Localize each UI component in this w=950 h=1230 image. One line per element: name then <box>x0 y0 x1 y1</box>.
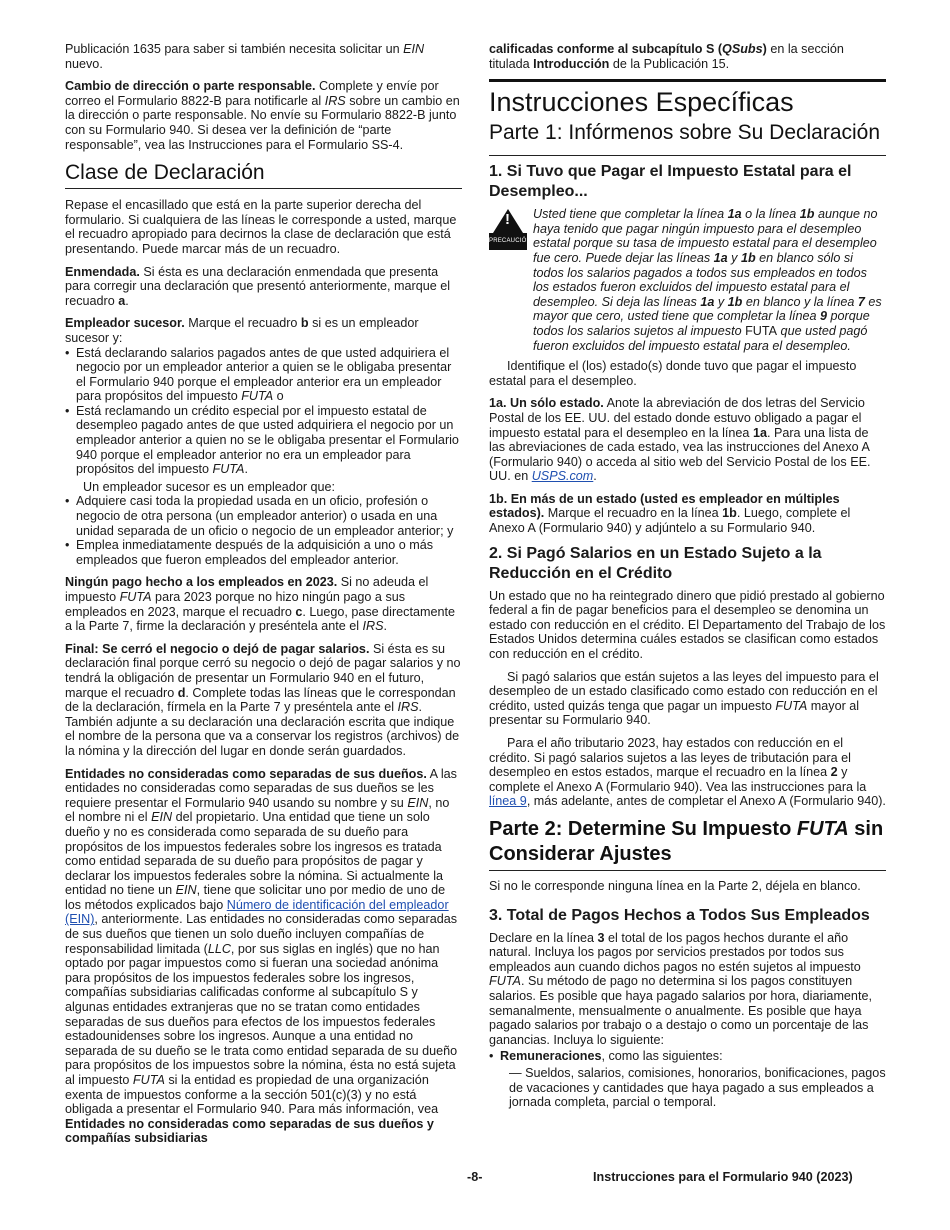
s1-heading: 1. Si Tuvo que Pagar el Impuesto Estatal para el Desempleo... <box>489 155 886 202</box>
paragraph-entidades: Entidades no consideradas como separadas de sus dueños. A las entidades no consideradas como separadas de sus dueños se les requiere presentar el Formulario 940 usando su nombre y su EIN, no el nombre ni el EIN del propietario. Una entidad que tiene un solo dueño y no es considerada como separada de su dueño para propósitos de los impuestos federales sobre los ingresos es tratada como entidad separada de su dueño para propósitos de pagar y declarar los impuestos federales sobre la nómina. Si actualmente la entidad no tiene un EIN, tiene que solicitar uno por medio de uno de los métodos explicados bajo Número de identificación del empleador (EIN), anteriormente. Las entidades no consideradas como separadas de sus dueños que tienen un solo dueño incluyen compañías de responsabilidad limitada (LLC, por sus siglas en inglés) que no han optado por pagar impuestos como si fueran una sociedad anónima para propósitos de los impuestos federales sobre los ingresos, compañías subsidiarias calificadas conforme al subcapítulo S y algunas entidades extranjeras que no se tratan como entidades separadas de sus dueños para efectos de los impuestos federales estadounidenses sobre los ingresos. Aunque a una entidad no separada de su dueño se le trata como entidad separada de su dueño para propósitos de los impuestos sobre la nómina, ésta no está sujeta al impuesto FUTA si la entidad es propiedad de una organización exenta de impuestos conforme a la sección 501(c)(3) y no está obligada a presentar el Formulario 940. Para más información, vea Entidades no consideradas como separadas de sus dueños y compañías subsidiarias <box>65 766 458 1146</box>
list-item: — Sueldos, salarios, comisiones, honorarios, bonificaciones, pagos de vacaciones y cantidades que haya pagado a sus empleados a jornada completa, parcial o temporal. <box>509 1065 886 1110</box>
parte1-heading: Parte 1: Infórmenos sobre Su Declaración <box>489 121 881 145</box>
paragraph-enmendada: Enmendada. Si ésta es una declaración enmendada que presenta para corregir una declaración que presentó anteriormente, marque el recuadro a. <box>65 264 451 308</box>
list-item: • Emplea inmediatamente después de la adquisición a uno o más empleados que fueron empleados del empleador anterior. <box>65 538 434 567</box>
usps-link[interactable]: USPS.com <box>531 469 594 484</box>
paragraph-final: Final: Se cerró el negocio o dejó de pagar salarios. Si ésta es su declaración final porque cerró su negocio o dejó de pagar salarios y no tendrá la obligación de presentar un Formulario 940 en el futuro, marque el recuadro d. Complete todas las líneas que le correspondan de la declaración, fírmela en la Parte 7 y preséntela ante el IRS. También adjunte a su declaración una declaración escrita que indique el nombre de la persona que va a conservar los registros (archivos) de la nómina y la dirección del lugar en donde serán guardados. <box>65 641 461 758</box>
clase-heading: Clase de Declaración <box>65 161 265 185</box>
paragraph-1b: 1b. En más de un estado (usted es empleador en múltiples estados). Marque el recuadro en la línea 1b. Luego, complete el Anexo A (Formulario 940) y adjúntelo a su Formulario 940. <box>489 491 851 536</box>
parte2-heading: Parte 2: Determine Su Impuesto FUTA sin Considerar Ajustes <box>489 817 884 865</box>
footer-title: Instrucciones para el Formulario 940 (2023) <box>593 1170 853 1184</box>
list-item: • Remuneraciones, como las siguientes: <box>489 1049 723 1064</box>
paragraph-cambio: Cambio de dirección o parte responsable. Complete y envíe por correo el Formulario 8822-B para notificarle al IRS sobre un cambio en la dirección o parte responsable. No envíe su Formulario 8822-B junto con su Formulario 940. Si desea ver la definición de “parte responsable”, vea las Instrucciones para el Formulario SS-4. <box>65 79 460 152</box>
ein-link[interactable]: Número de identificación del empleador (EIN) <box>65 897 449 927</box>
section-rule <box>489 79 886 86</box>
linea9-link[interactable]: línea 9 <box>489 794 527 809</box>
paragraph-s2-3: Para el año tributario 2023, hay estados con reducción en el crédito. Si pagó salarios sujetos a las leyes de tributación para el desempleo en estos estados, marque el recuadro en la línea 2 y complete el Anexo A (Formulario 940). Vea las instrucciones para la línea 9, más adelante, antes de completar el Anexo A (Formulario 940). <box>489 736 886 809</box>
list-item: • Está reclamando un crédito especial por el impuesto estatal de desempleo pagado antes de que usted adquiriera el negocio por un empleador anterior a quien no se le obligaba presentar el Formulario 940 porque el empleador anterior no era un empleador para propósitos del impuesto FUTA. <box>65 403 459 477</box>
list-item: • Está declarando salarios pagados antes de que usted adquiriera el negocio por un empleador anterior a quien se le obligaba presentar el Formulario 940 porque el empleador anterior era un empleador para propósitos del impuesto FUTA o <box>65 345 452 404</box>
paragraph-parte2: Si no le corresponde ninguna línea en la Parte 2, déjela en blanco. <box>489 878 861 893</box>
caution-icon: ! PRECAUCIÓN <box>489 209 527 353</box>
paragraph-s2-2: Si pagó salarios que están sujetos a las leyes del impuesto para el desempleo de un estado clasificado como estado con reducción en el crédito, usted quizás tenga que pagar un impuesto FUTA mayor al presentar su Formulario 940. <box>489 669 879 728</box>
page-title: Instrucciones Específicas <box>489 87 794 118</box>
paragraph-s3: Declare en la línea 3 el total de los pagos hechos durante el año natural. Incluya los pagos por servicios prestados por todos sus empleados aun cuando dichos pagos no estén sujetos al impuesto FUTA. Su método de pago no determina si los pagos constituyen salarios. Es posible que haya pagado salarios por hora, diariamente, semanalmente, mensualmente o anualmente. Es posible que haya pagado salarios por trabajo o a destajo o como un porcentaje de las ganancias. Incluya lo siguiente: <box>489 930 872 1047</box>
paragraph-pub1635: Publicación 1635 para saber si también necesita solicitar un EIN nuevo. <box>65 42 425 71</box>
paragraph-ningun-pago: Ningún pago hecho a los empleados en 2023. Si no adeuda el impuesto FUTA para 2023 porque no hizo ningún pago a sus empleados en 2023, marque el recuadro c. Luego, pase directamente a la Parte 7, firme la declaración y preséntela ante el IRS. <box>65 575 455 634</box>
cambio-title: Cambio de dirección o parte responsable. <box>65 79 316 94</box>
paragraph-identifique: Identifique el (los) estado(s) donde tuvo que pagar el impuesto estatal para el desempleo. <box>489 359 857 388</box>
clase-heading-block <box>65 160 462 189</box>
parte2-heading-block <box>489 817 886 871</box>
paragraph-clase: Repase el encasillado que está en la parte superior derecha del formulario. Si cualquiera de las líneas le corresponde a usted, marque el recuadro apropiado para decirnos la clase de declaración que está presentando. Puede marcar más de un recuadro. <box>65 198 457 256</box>
paragraph-1a: 1a. Un sólo estado. Anote la abreviación de dos letras del Servicio Postal de los EE. UU. del estado donde estuvo obligado a pagar el impuesto estatal para el desempleo en la línea 1a. Para una lista de las abreviaciones de cada estado, vea las instrucciones del Anexo A (Formulario 940) o acceda al sitio web del Servicio Postal de los EE. UU. en USPS.com. <box>489 396 871 484</box>
paragraph-sucesor: Empleador sucesor. Marque el recuadro b si es un empleador sucesor y: • Está declarando salarios pagados antes de que usted adquiriera el negocio por un empleador anterior a quien se le obligaba presentar el Formulario 940 porque el empleador anterior era un empleador para propósitos del impuesto FUTA o • Está reclamando un crédito especial por el impuesto estatal de desempleo pagado antes de que usted adquiriera el negocio por un empleador anterior a quien no se le obligaba presentar el Formulario 940 porque el empleador anterior no era un empleador para propósitos del impuesto FUTA. Un empleador sucesor es un empleador que: • Adquiere casi toda la propiedad usada en un oficio, profesión o negocio de otra persona (un empleador anterior) o usada en una unidad separada de un oficio o negocio de un empleador anterior; y • Emplea inmediatamente después de la adquisición a uno o más empleados que fueron empleados del empleador anterior. <box>65 316 462 567</box>
paragraph-qsubs: calificadas conforme al subcapítulo S (QSubs) en la sección titulada Introducción de la Publicación 15. <box>489 42 844 71</box>
list-item: • Adquiere casi toda la propiedad usada en un oficio, profesión o negocio de otra persona (un empleador anterior) o usada en una unidad separada de un oficio o negocio de un empleador anterior; y <box>65 494 454 538</box>
s3-heading: 3. Total de Pagos Hechos a Todos Sus Empleados <box>489 906 870 924</box>
page-number: -8- <box>467 1170 483 1184</box>
right-column <box>489 42 886 1110</box>
paragraph-s2-1: Un estado que no ha reintegrado dinero que pidió prestado al gobierno federal a fin de pagar beneficios para el desempleo se denomina un estado con reducción en el crédito. El Departamento del Trabajo de los Estados Unidos determina cuáles estados se clasifican como estados con reducción en el crédito. <box>489 588 886 662</box>
caution-text: Usted tiene que completar la línea 1a o la línea 1b aunque no haya tenido que pagar ningún impuesto para el desempleo estatal porque su tasa de impuesto estatal para el desempleo fue cero. Puede dejar las líneas 1a y 1b en blanco sólo si todos los salarios pagados a todos sus empleados en todos los estados fueron excluidos del impuesto estatal para el desempleo. Si deja las líneas 1a y 1b en blanco y la línea 7 es mayor que cero, usted tiene que completar la línea 9 porque todos los salarios sujetos al impuesto FUTA que usted pagó fueron excluidos del impuesto estatal para el desempleo. <box>533 207 882 353</box>
s2-heading: 2. Si Pagó Salarios en un Estado Sujeto a la Reducción en el Crédito <box>489 544 822 582</box>
caution-block <box>489 207 886 353</box>
left-column <box>65 42 462 1154</box>
